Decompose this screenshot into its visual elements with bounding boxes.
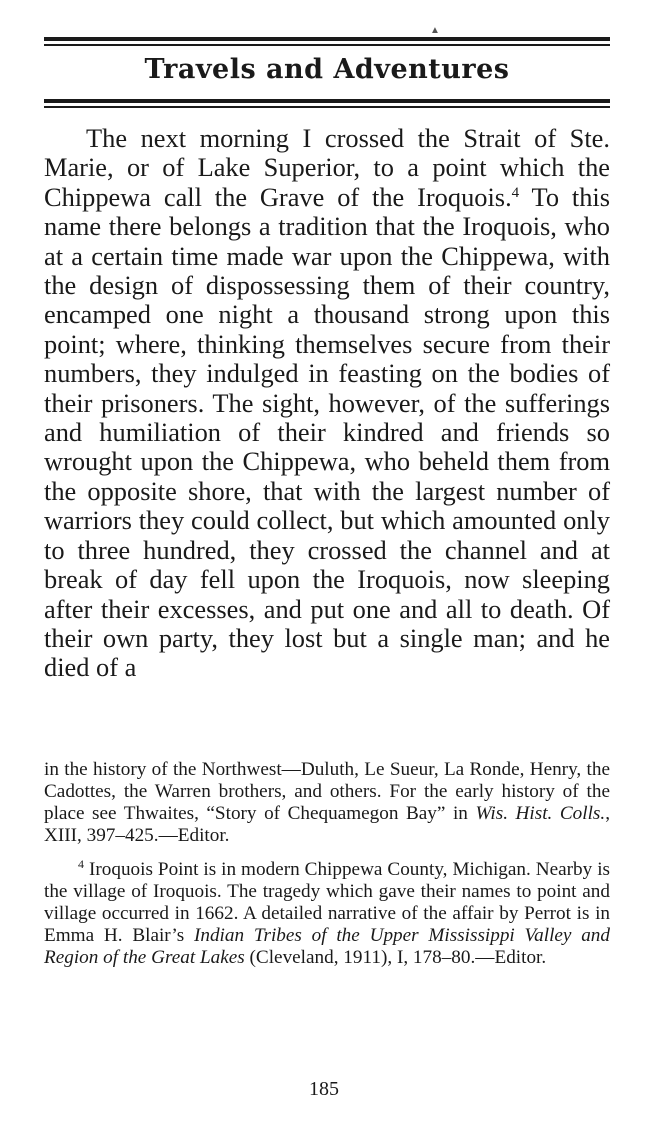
scan-speck: ▲ <box>430 25 440 36</box>
footnote-4-end: (Cleveland, 1911), I, 178–80.—Editor. <box>244 947 547 968</box>
footnote-continuation-text: in the history of the Northwest—Duluth, Le Sueur, La Ronde, Henry, the Cadottes, the Warren brothers, and others. For the early history of the place see Thwaites, “Story of Chequamegon Bay” in <box>44 759 610 824</box>
footnotes <box>44 759 610 981</box>
footnote-4 <box>44 859 610 969</box>
footnote-4-number: 4 <box>78 857 84 871</box>
footnote-4-text: Iroquois Point is in modern Chippewa County, Michigan. Nearby is the village of Iroquois. The tragedy which gave their names to point and village occurred in 1662. A detailed narrative of the affair by Perrot is in Emma H. Blair’s <box>44 859 610 946</box>
page-number: 185 <box>309 1078 339 1100</box>
header-rule-bottom-thin <box>44 106 610 108</box>
footnote-reference-4: 4 <box>511 184 520 201</box>
body-text-part-2: To this name there belongs a tradition that the Iroquois, who at a certain time made war upon the Chippewa, with the design of dispossessing them of their country, encamped one night a thousand strong upon this point; where, thinking themselves secure from their numbers, they indulged in feasting on the bodies of their prisoners. The sight, however, of the sufferings and humiliation of their kindred and friends so wrought upon the Chippewa, who beheld them from the opposite shore, that with the largest number of warriors they could collect, but which amounted only to three hundred, they crossed the channel and at break of day fell upon the Iroquois, now sleeping after their excesses, and put one and all to death. Of their own party, they lost but a single man; and he died of a <box>44 181 610 683</box>
body-paragraph <box>44 124 610 683</box>
header-rule-top-thick <box>44 37 610 41</box>
body-text <box>44 124 610 683</box>
body-text-part-1: The next morning I crossed the Strait of Ste. Marie, or of Lake Superior, to a point which the Chippewa call the Grave of the Iroquois. <box>44 123 610 212</box>
header-rule-top-thin <box>44 44 610 46</box>
footnote-continuation-end: , XIII, 397–425.—Editor. <box>44 803 610 846</box>
footnote-continuation <box>44 759 610 847</box>
header-rule-bottom-thick <box>44 99 610 103</box>
footnote-continuation-italic: Wis. Hist. Colls. <box>475 803 606 824</box>
footnote-4-italic-title: Indian Tribes of the Upper Mississippi Valley and Region of the Great Lakes <box>44 925 610 968</box>
running-head-title: Travels and Adventures <box>144 54 510 85</box>
